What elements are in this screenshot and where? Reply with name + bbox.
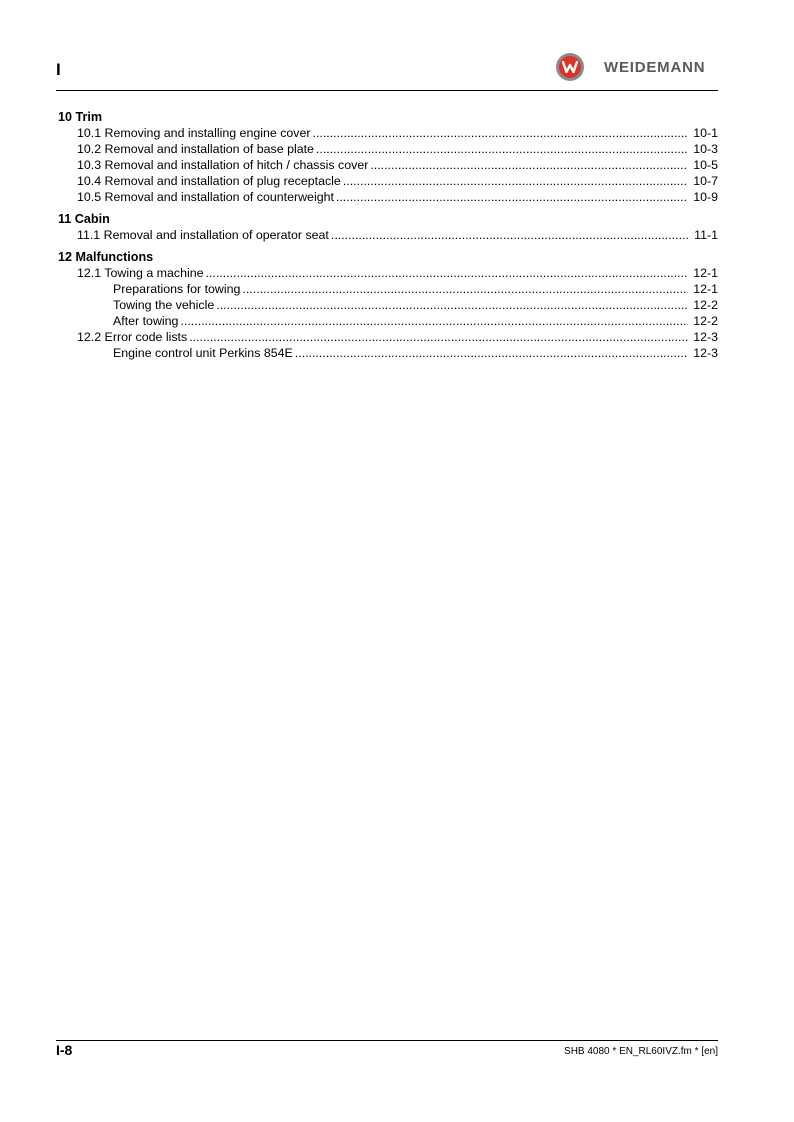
dot-leader: [343, 173, 688, 189]
weidemann-logo: [556, 52, 705, 82]
dot-leader: [180, 313, 688, 329]
toc-entry-title: 10.3 Removal and installation of hitch / chassis cover: [77, 158, 369, 172]
toc-entry-title: 10.5 Removal and installation of counterweight: [77, 190, 334, 204]
toc-entry-page: 12-3: [693, 346, 718, 360]
header-divider: [56, 90, 718, 91]
toc-entry-page: 12-1: [693, 266, 718, 280]
toc-chapter: [58, 109, 718, 205]
dot-leader: [242, 281, 688, 297]
toc-entry-page: 10-7: [693, 174, 718, 188]
toc-entry-page: 10-9: [693, 190, 718, 204]
toc-entry-page: 10-1: [693, 126, 718, 140]
toc-subentry[interactable]: [58, 297, 718, 313]
toc-chapter: [58, 211, 718, 243]
dot-leader: [370, 157, 688, 173]
dot-leader: [316, 141, 688, 157]
chapter-title[interactable]: 11 Cabin: [58, 212, 110, 226]
toc-chapter: [58, 249, 718, 361]
toc-entry[interactable]: [58, 141, 718, 157]
table-of-contents: [58, 109, 718, 367]
toc-entry-page: 11-1: [694, 228, 718, 242]
toc-entry-page: 10-3: [693, 142, 718, 156]
footer-divider: [56, 1040, 718, 1041]
section-mark: I: [56, 60, 61, 79]
dot-leader: [189, 329, 688, 345]
dot-leader: [295, 345, 688, 361]
toc-entry-title: 11.1 Removal and installation of operator seat: [77, 228, 329, 242]
toc-entry[interactable]: [58, 227, 718, 243]
toc-entry-title: After towing: [113, 314, 179, 328]
footer-document-id: SHB 4080 * EN_RL60IVZ.fm * [en]: [564, 1046, 718, 1057]
toc-subentry[interactable]: [58, 313, 718, 329]
toc-entry-title: 10.4 Removal and installation of plug receptacle: [77, 174, 341, 188]
toc-entry-page: 12-2: [693, 314, 718, 328]
dot-leader: [331, 227, 688, 243]
chapter-title[interactable]: 10 Trim: [58, 110, 103, 124]
toc-entry-title: Engine control unit Perkins 854E: [113, 346, 293, 360]
toc-entry-title: 12.1 Towing a machine: [77, 266, 204, 280]
toc-entry[interactable]: [58, 173, 718, 189]
chapter-title[interactable]: 12 Malfunctions: [58, 250, 154, 264]
brand-name: WEIDEMANN: [604, 58, 706, 76]
toc-entry[interactable]: [58, 189, 718, 205]
toc-subentry[interactable]: [58, 345, 718, 361]
toc-entry-page: 12-2: [693, 298, 718, 312]
toc-entry[interactable]: [58, 157, 718, 173]
toc-entry-title: 10.2 Removal and installation of base plate: [77, 142, 314, 156]
dot-leader: [313, 125, 688, 141]
toc-entry[interactable]: [58, 265, 718, 281]
dot-leader: [206, 265, 688, 281]
logo-emblem-icon: [556, 53, 584, 81]
dot-leader: [216, 297, 688, 313]
toc-entry-page: 10-5: [693, 158, 718, 172]
toc-entry-title: 10.1 Removing and installing engine cover: [77, 126, 311, 140]
toc-entry-page: 12-1: [693, 282, 718, 296]
toc-subentry[interactable]: [58, 281, 718, 297]
dot-leader: [336, 189, 688, 205]
toc-entry[interactable]: [58, 125, 718, 141]
toc-entry-title: Towing the vehicle: [113, 298, 215, 312]
toc-entry-title: Preparations for towing: [113, 282, 241, 296]
toc-entry[interactable]: [58, 329, 718, 345]
footer-page-number: I-8: [56, 1042, 73, 1058]
toc-entry-title: 12.2 Error code lists: [77, 330, 188, 344]
toc-entry-page: 12-3: [693, 330, 718, 344]
